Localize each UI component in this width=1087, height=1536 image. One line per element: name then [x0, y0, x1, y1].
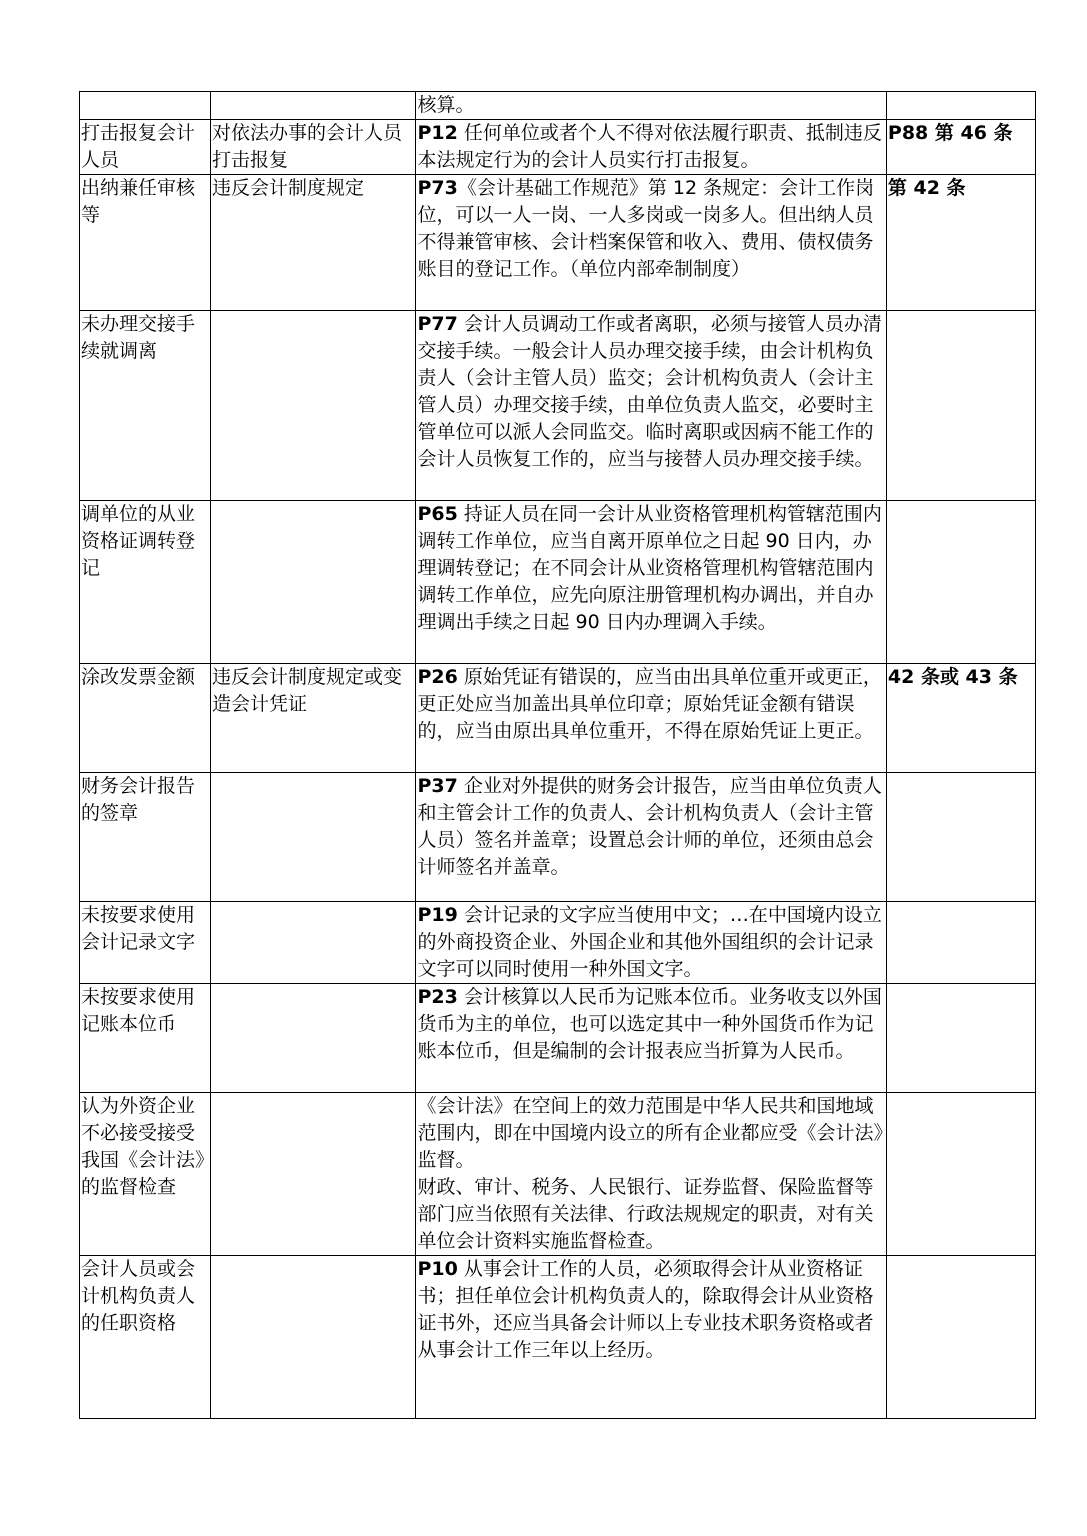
article-cell: 42 条或 43 条 — [886, 664, 1035, 773]
nature-cell: 对依法办事的会计人员打击报复 — [210, 120, 416, 175]
violation-cell — [80, 92, 211, 120]
nature-cell: 违反会计制度规定 — [210, 175, 416, 311]
nature-cell — [210, 984, 416, 1093]
regulation-text: 会计人员调动工作或者离职，必须与接管人员办清交接手续。一般会计人员办理交接手续，由会计机构负责人（会计主管人员）监交；会计机构负责人（会计主管人员）办理交接手续，由单位负责人监交，必要时主管单位可以派人会同监交。临时离职或因病不能工作的会计人员恢复工作的，应当与接替人员办理交接手续。 — [417, 313, 882, 470]
violation-cell: 未按要求使用会计记录文字 — [80, 902, 211, 984]
nature-cell — [210, 1093, 416, 1256]
table-row — [80, 501, 1036, 664]
article-cell — [886, 311, 1035, 501]
regulation-text: 企业对外提供的财务会计报告，应当由单位负责人和主管会计工作的负责人、会计机构负责人（会计主管人员）签名并盖章；设置总会计师的单位，还须由总会计师签名并盖章。 — [417, 775, 882, 878]
violation-cell: 涂改发票金额 — [80, 664, 211, 773]
table-row — [80, 311, 1036, 501]
table-row — [80, 1256, 1036, 1419]
nature-cell — [210, 501, 416, 664]
article-cell — [886, 501, 1035, 664]
table-row — [80, 175, 1036, 311]
regulation-cell — [416, 311, 886, 501]
regulation-cell — [416, 120, 886, 175]
violation-cell: 未按要求使用记账本位币 — [80, 984, 211, 1093]
regulation-text: 原始凭证有错误的，应当由出具单位重开或更正，更正处应当加盖出具单位印章；原始凭证金额有错误的，应当由原出具单位重开，不得在原始凭证上更正。 — [417, 666, 882, 742]
regulation-text: 《会计基础工作规范》第 12 条规定：会计工作岗位，可以一人一岗、一人多岗或一岗多人。但出纳人员不得兼管审核、会计档案保管和收入、费用、债权债务账目的登记工作。（单位内部牵制制度） — [417, 177, 875, 280]
violation-cell: 认为外资企业不必接受接受我国《会计法》的监督检查 — [80, 1093, 211, 1256]
nature-cell — [210, 773, 416, 902]
article-cell — [886, 984, 1035, 1093]
table-row — [80, 1093, 1036, 1256]
article-cell: 第 42 条 — [886, 175, 1035, 311]
regulation-cell — [416, 1093, 886, 1256]
nature-cell — [210, 1256, 416, 1419]
regulation-text: 核算。 — [417, 94, 475, 116]
regulation-cell — [416, 92, 886, 120]
table-row — [80, 664, 1036, 773]
table-row — [80, 120, 1036, 175]
violation-cell: 出纳兼任审核等 — [80, 175, 211, 311]
regulation-cell — [416, 1256, 886, 1419]
regulation-cell — [416, 902, 886, 984]
violation-cell: 财务会计报告的签章 — [80, 773, 211, 902]
article-cell — [886, 902, 1035, 984]
violation-cell: 会计人员或会计机构负责人的任职资格 — [80, 1256, 211, 1419]
page-ref: P65 — [417, 503, 458, 525]
nature-cell — [210, 92, 416, 120]
nature-cell — [210, 902, 416, 984]
regulation-text-2: 财政、审计、税务、人民银行、证券监督、保险监督等部门应当依照有关法律、行政法规规定的职责，对有关单位会计资料实施监督检查。 — [417, 1176, 874, 1252]
article-cell: P88 第 46 条 — [886, 120, 1035, 175]
page-ref: P37 — [417, 775, 458, 797]
regulation-text: 持证人员在同一会计从业资格管理机构管辖范围内调转工作单位，应当自离开原单位之日起 90 日内，办理调转登记；在不同会计从业资格管理机构管辖范围内调转工作单位，应先向原注册管理机构办调出，并自办理调出手续之日起 90 日内办理调入手续。 — [417, 503, 882, 633]
page-ref: P77 — [417, 313, 458, 335]
regulation-text: 《会计法》在空间上的效力范围是中华人民共和国地域范围内，即在中国境内设立的所有企业都应受《会计法》监督。 — [417, 1095, 883, 1171]
regulation-text: 任何单位或者个人不得对依法履行职责、抵制违反本法规定行为的会计人员实行打击报复。 — [417, 122, 882, 171]
page-ref: P12 — [417, 122, 458, 144]
table-row — [80, 773, 1036, 902]
page-ref: P26 — [417, 666, 458, 688]
regulation-text: 会计记录的文字应当使用中文；…在中国境内设立的外商投资企业、外国企业和其他外国组织的会计记录文字可以同时使用一种外国文字。 — [417, 904, 882, 980]
violation-cell: 打击报复会计人员 — [80, 120, 211, 175]
regulation-cell — [416, 984, 886, 1093]
violation-cell: 调单位的从业资格证调转登记 — [80, 501, 211, 664]
table-row — [80, 902, 1036, 984]
regulation-cell — [416, 175, 886, 311]
regulation-cell — [416, 501, 886, 664]
page-ref: P73 — [417, 177, 458, 199]
accounting-violations-table — [79, 91, 1036, 1419]
table-row — [80, 984, 1036, 1093]
regulation-text: 会计核算以人民币为记账本位币。业务收支以外国货币为主的单位，也可以选定其中一种外国货币作为记账本位币，但是编制的会计报表应当折算为人民币。 — [417, 986, 882, 1062]
article-cell — [886, 1256, 1035, 1419]
page-ref: P19 — [417, 904, 458, 926]
page-ref: P10 — [417, 1258, 458, 1280]
nature-cell: 违反会计制度规定或变造会计凭证 — [210, 664, 416, 773]
violation-cell: 未办理交接手续就调离 — [80, 311, 211, 501]
article-cell — [886, 92, 1035, 120]
article-cell — [886, 773, 1035, 902]
regulation-cell — [416, 664, 886, 773]
regulation-text: 从事会计工作的人员，必须取得会计从业资格证书；担任单位会计机构负责人的，除取得会计从业资格证书外，还应当具备会计师以上专业技术职务资格或者从事会计工作三年以上经历。 — [417, 1258, 874, 1361]
nature-cell — [210, 311, 416, 501]
regulation-cell — [416, 773, 886, 902]
table-row — [80, 92, 1036, 120]
page-ref: P23 — [417, 986, 458, 1008]
article-cell — [886, 1093, 1035, 1256]
